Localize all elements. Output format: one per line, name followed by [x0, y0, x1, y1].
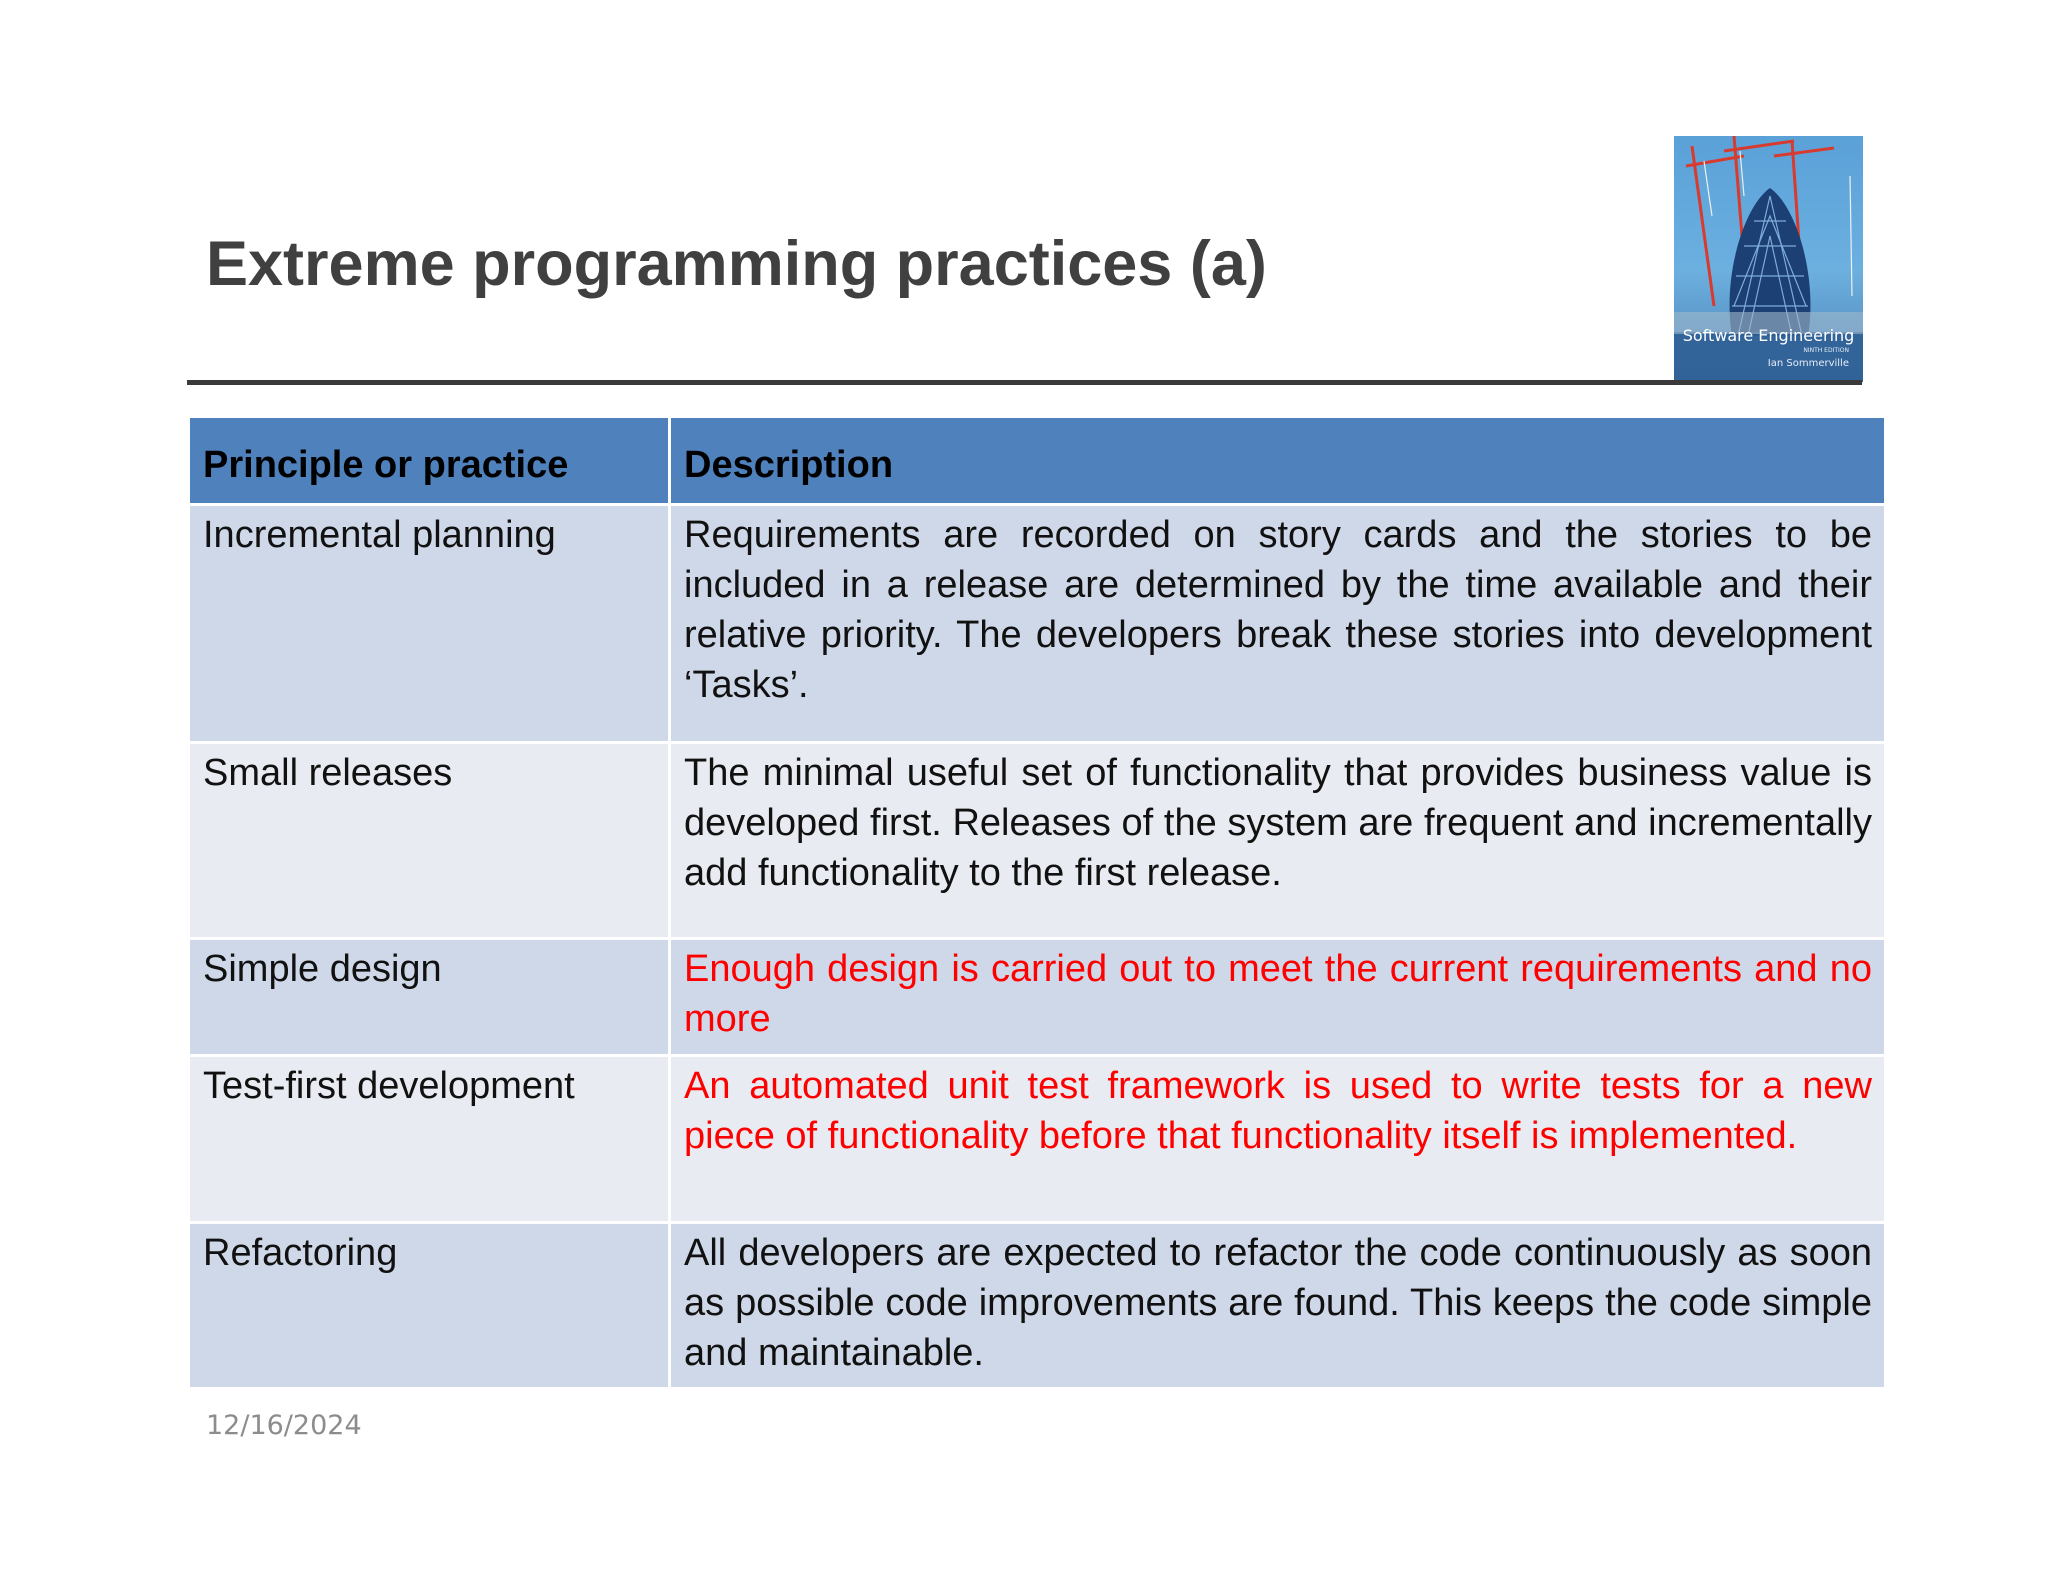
description-cell: All developers are expected to refactor the code continuously as soon as possible code improvements are found. This keeps the code simple and maintainable.	[670, 1223, 1886, 1389]
principle-cell: Refactoring	[189, 1223, 670, 1389]
practices-table	[187, 415, 1887, 1390]
book-cover-image	[1674, 136, 1863, 382]
table-row	[189, 743, 1886, 939]
table-row	[189, 1056, 1886, 1223]
principle-cell: Test-first development	[189, 1056, 670, 1223]
description-cell-highlighted: An automated unit test framework is used to write tests for a new piece of functionality before that functionality itself is implemented.	[670, 1056, 1886, 1223]
cover-title: Software Engineering	[1682, 326, 1855, 345]
description-cell-highlighted: Enough design is carried out to meet the current requirements and no more	[670, 939, 1886, 1056]
column-header-principle: Principle or practice	[189, 417, 670, 505]
description-cell: The minimal useful set of functionality that provides business value is developed first. Releases of the system are frequent and incrementally add functionality to the first release.	[670, 743, 1886, 939]
title-divider	[187, 380, 1862, 385]
cover-author: Ian Sommerville	[1767, 358, 1849, 369]
principle-cell: Small releases	[189, 743, 670, 939]
table-header-row	[189, 417, 1886, 505]
table-row	[189, 939, 1886, 1056]
slide-date: 12/16/2024	[206, 1410, 362, 1441]
principle-cell: Simple design	[189, 939, 670, 1056]
table-row	[189, 1223, 1886, 1389]
description-cell: Requirements are recorded on story cards and the stories to be included in a release are determined by the time available and their relative priority. The developers break these stories into development ‘Tasks’.	[670, 505, 1886, 743]
column-header-description: Description	[670, 417, 1886, 505]
cover-edition: NINTH EDITION	[1803, 347, 1849, 354]
building-illustration	[1674, 136, 1863, 382]
table-row	[189, 505, 1886, 743]
slide-title: Extreme programming practices (a)	[206, 229, 1267, 299]
principle-cell: Incremental planning	[189, 505, 670, 743]
